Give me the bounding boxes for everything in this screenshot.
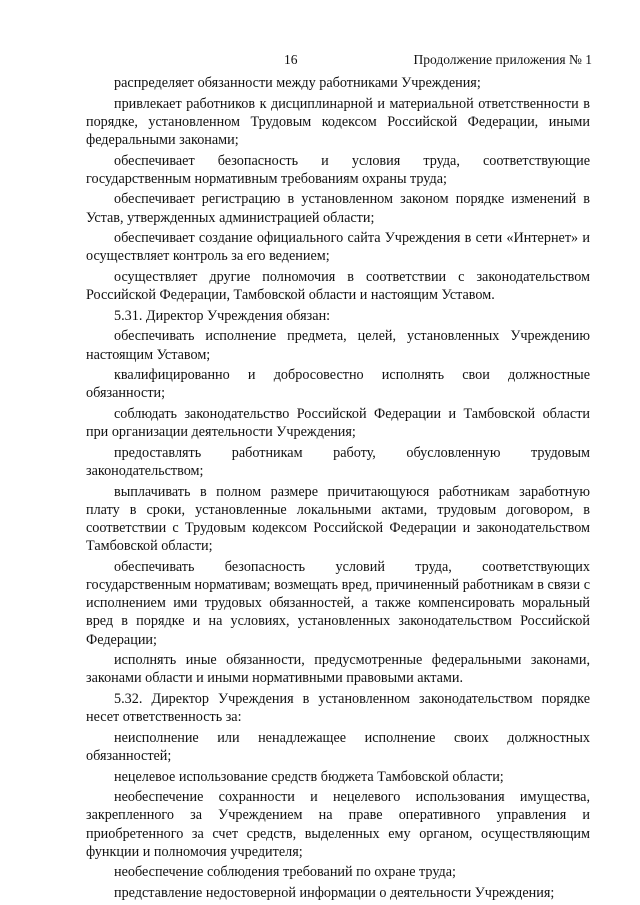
paragraph: квалифицированно и добросовестно исполнять свои должностные обязанности; [86, 367, 590, 402]
continuation-note: Продолжение приложения № 1 [413, 52, 592, 67]
paragraph: нецелевое использование средств бюджета Тамбовской области; [114, 768, 504, 785]
paragraph: осуществляет другие полномочия в соответствии с законодательством Российской Федерации, Тамбовской области и настоящим Уставом. [86, 268, 590, 304]
section-heading-5-31: 5.31. Директор Учреждения обязан: [114, 307, 331, 324]
page-header [86, 52, 590, 74]
paragraph: привлекает работников к дисциплинарной и материальной ответственности в порядке, установленном Трудовым кодексом Российской Федерации, иными федеральными законами; [86, 95, 590, 148]
page-number: 16 [284, 52, 298, 67]
paragraph: обеспечивать безопасность условий труда, соответствующих государственным нормативам; возмещать вред, причиненный работникам в связи с исполнением ими трудовых обязанностей, а также компенсировать моральный вред в порядке и на условиях, установленных законодательством Российской Федерации; [86, 558, 590, 648]
paragraph: соблюдать законодательство Российской Федерации и Тамбовской области при организации деятельности Учреждения; [86, 405, 590, 441]
paragraph: предоставлять работникам работу, обусловленную трудовым законодательством; [86, 444, 590, 479]
paragraph: выплачивать в полном размере причитающуюся работникам заработную плату в сроки, установленные локальными актами, трудовым договором, в соответствии с Трудовым кодексом Российской Федерации и законодательством Тамбовской области; [86, 483, 590, 555]
paragraph: обеспечивать исполнение предмета, целей, установленных Учреждению настоящим Уставом; [86, 328, 590, 363]
document-body [86, 74, 590, 902]
document-page [86, 52, 590, 905]
paragraph: исполнять иные обязанности, предусмотренные федеральными законами, законами области и иными нормативными правовыми актами. [86, 652, 590, 687]
paragraph: обеспечивает безопасность и условия труда, соответствующие государственным нормативным требованиям охраны труда; [86, 152, 590, 187]
paragraph: представление недостоверной информации о деятельности Учреждения; [114, 884, 555, 901]
paragraph: необеспечение соблюдения требований по охране труда; [114, 864, 456, 881]
paragraph: обеспечивает создание официального сайта Учреждения в сети «Интернет» и осуществляет контроль за его ведением; [86, 230, 590, 265]
paragraph: неисполнение или ненадлежащее исполнение своих должностных обязанностей; [86, 729, 590, 764]
paragraph: обеспечивает регистрацию в установленном законом порядке изменений в Устав, утвержденных администрацией области; [86, 191, 590, 226]
section-heading-5-32: 5.32. Директор Учреждения в установленном законодательством порядке несет ответственность за: [86, 690, 590, 726]
paragraph: необеспечение сохранности и нецелевого использования имущества, закрепленного за Учреждением на праве оперативного управления и приобретенного за счет средств, выделенных ему органом, осуществляющим функции и полномочия учредителя; [86, 789, 590, 860]
paragraph: распределяет обязанности между работниками Учреждения; [114, 75, 481, 91]
